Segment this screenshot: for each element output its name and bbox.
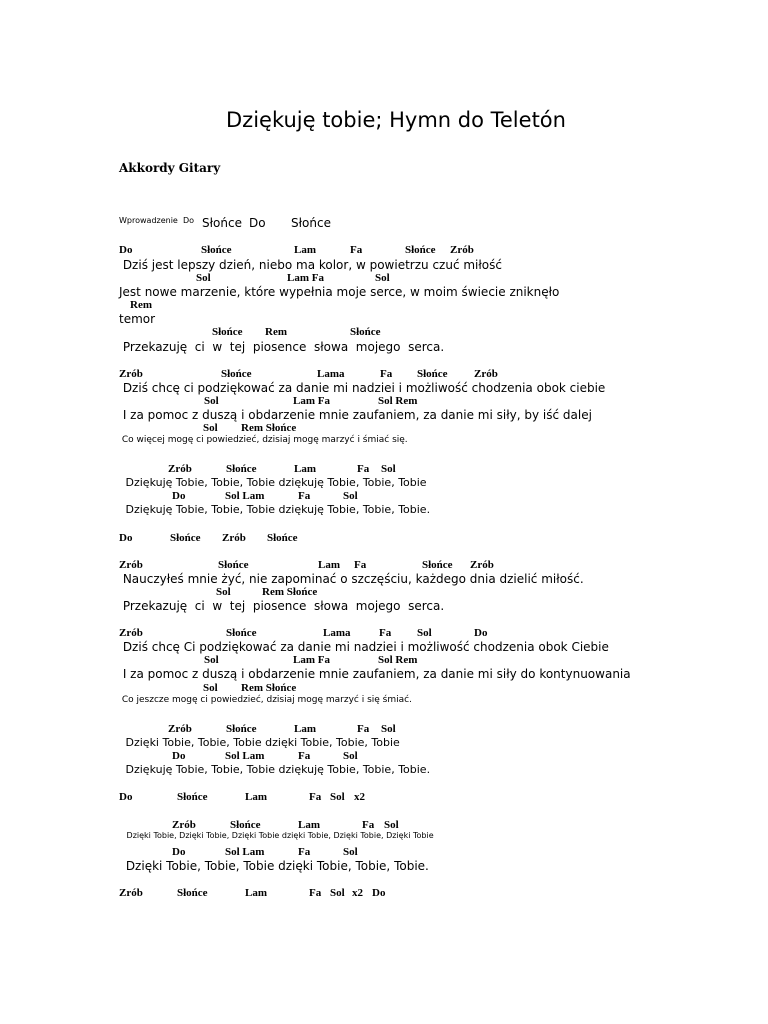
lyric-line: Przekazuję ci w tej piosence słowa mojego serca. xyxy=(119,599,445,613)
chord: Sol xyxy=(196,272,211,284)
lyric-line: I za pomoc z duszą i obdarzenie mnie zaufaniem, za danie mi siły do kontynuowania xyxy=(119,667,631,681)
chord: Do xyxy=(172,846,186,858)
chord: Słońce xyxy=(218,559,249,571)
lyric-line: Co jeszcze mogę ci powiedzieć, dzisiaj mogę marzyć i się śmiać. xyxy=(119,695,412,705)
chord: Zrób xyxy=(450,244,474,256)
intro-chord: Słońce xyxy=(291,216,331,230)
chord: Fa xyxy=(309,791,322,803)
chord: Sol xyxy=(381,463,396,475)
chord: Słońce xyxy=(422,559,453,571)
lyric-line: Przekazuję ci w tej piosence słowa mojego serca. xyxy=(119,340,445,354)
chord: Zrób xyxy=(168,463,192,475)
lyric-line: Dziś chcę Ci podziękować za danie mi nadziei i możliwość chodzenia obok Ciebie xyxy=(119,640,609,654)
lyric-line: Co więcej mogę ci powiedzieć, dzisiaj mogę marzyć i śmiać się. xyxy=(119,435,408,445)
chord: Fa xyxy=(380,368,393,380)
chord: Lam xyxy=(245,791,267,803)
lyric-line: Jest nowe marzenie, które wypełnia moje serce, w moim świecie zniknęło xyxy=(119,285,560,299)
chord: Słońce xyxy=(226,627,257,639)
lyric-line: Dziś jest lepszy dzień, niebo ma kolor, w powietrzu czuć miłość xyxy=(119,258,502,272)
chord: Sol xyxy=(343,750,358,762)
chord: Fa xyxy=(350,244,363,256)
subtitle: Akkordy Gitary xyxy=(119,161,221,175)
lyric-line: Dzięki Tobie, Tobie, Tobie dzięki Tobie, Tobie, Tobie xyxy=(122,736,400,749)
chord: Sol xyxy=(381,723,396,735)
chord: Słońce xyxy=(350,326,381,338)
chord: Sol Rem xyxy=(378,395,418,407)
chord: Słońce xyxy=(177,887,208,899)
chord: Fa xyxy=(298,846,311,858)
chord: Zrób xyxy=(119,627,143,639)
chord: Zrób xyxy=(119,559,143,571)
chord: Sol xyxy=(203,422,218,434)
chord: Sol xyxy=(375,272,390,284)
chord: Zrób xyxy=(119,887,143,899)
chord: Słońce xyxy=(226,463,257,475)
chord: Fa xyxy=(309,887,322,899)
chord: Sol xyxy=(216,586,231,598)
chord: Rem xyxy=(265,326,287,338)
chord: Sol xyxy=(204,395,219,407)
chord: x2 xyxy=(354,791,365,803)
lyric-line: Dzięki Tobie, Dzięki Tobie, Dzięki Tobie dzięki Tobie, Dzięki Tobie, Dzięki Tobie xyxy=(124,831,434,840)
lyric-line: Dziękuję Tobie, Tobie, Tobie dziękuję Tobie, Tobie, Tobie. xyxy=(122,763,431,776)
chord: Fa xyxy=(379,627,392,639)
chord: Słońce xyxy=(417,368,448,380)
chord: Zrób xyxy=(119,368,143,380)
chord: Do xyxy=(119,791,133,803)
chord: Sol Lam xyxy=(225,846,265,858)
chord: Fa xyxy=(354,559,367,571)
chord: Fa xyxy=(362,819,375,831)
chord: Słońce xyxy=(221,368,252,380)
chord: Sol xyxy=(343,490,358,502)
chord: Do xyxy=(172,490,186,502)
intro-label-chord: Do xyxy=(183,216,195,225)
chord: Lam xyxy=(294,244,316,256)
chord: Rem Słońce xyxy=(241,682,297,694)
chord: Fa xyxy=(298,490,311,502)
chord: Sol xyxy=(330,791,345,803)
chord: Lama xyxy=(323,627,351,639)
page-title: Dziękuję tobie; Hymn do Teletón xyxy=(226,108,566,132)
chord: Słońce xyxy=(212,326,243,338)
chord: Słońce xyxy=(201,244,232,256)
chord: Fa xyxy=(298,750,311,762)
chord: Lam Fa xyxy=(293,395,330,407)
chord: Sol Rem xyxy=(378,654,418,666)
lyric-line: Dziękuję Tobie, Tobie, Tobie dziękuję Tobie, Tobie, Tobie xyxy=(122,476,427,489)
chord: Słońce xyxy=(230,819,261,831)
chord: Słońce xyxy=(226,723,257,735)
lyric-line: Nauczyłeś mnie żyć, nie zapominać o szczęściu, każdego dnia dzielić miłość. xyxy=(119,572,584,586)
chord: Lama xyxy=(317,368,345,380)
chord: Lam xyxy=(245,887,267,899)
chord: Zrób xyxy=(168,723,192,735)
chord: Słońce xyxy=(177,791,208,803)
chord: Do xyxy=(172,750,186,762)
chord: Lam xyxy=(298,819,320,831)
chord: Zrób xyxy=(172,819,196,831)
chord: Do xyxy=(119,532,133,544)
chord: Sol Lam xyxy=(225,750,265,762)
chord: Lam Fa xyxy=(293,654,330,666)
chord: Do xyxy=(372,887,386,899)
intro-label: Wprowadzenie xyxy=(119,216,178,225)
chord: Rem xyxy=(130,299,152,311)
chord: x2 xyxy=(352,887,363,899)
chord: Słońce xyxy=(267,532,298,544)
chord: Słońce xyxy=(405,244,436,256)
lyric-line: Dziś chcę ci podziękować za danie mi nadziei i możliwość chodzenia obok ciebie xyxy=(119,381,606,395)
chord: Fa xyxy=(357,723,370,735)
chord: Lam xyxy=(294,463,316,475)
chord: Sol xyxy=(384,819,399,831)
chord: Zrób xyxy=(474,368,498,380)
chord: Sol xyxy=(417,627,432,639)
chord: Zrób xyxy=(222,532,246,544)
chord: Zrób xyxy=(470,559,494,571)
lyric-line: Dzięki Tobie, Tobie, Tobie dzięki Tobie, Tobie, Tobie. xyxy=(122,859,429,873)
chord: Do xyxy=(474,627,488,639)
chord: Sol Lam xyxy=(225,490,265,502)
chord: Rem Słońce xyxy=(241,422,297,434)
chord: Sol xyxy=(204,654,219,666)
chord: Sol xyxy=(343,846,358,858)
intro-chord: Do xyxy=(249,216,266,230)
lyric-line: I za pomoc z duszą i obdarzenie mnie zaufaniem, za danie mi siły, by iść dalej xyxy=(119,408,592,422)
chord: Słońce xyxy=(170,532,201,544)
chord: Lam xyxy=(294,723,316,735)
chord: Rem Słońce xyxy=(262,586,318,598)
chord: Fa xyxy=(357,463,370,475)
lyric-line: Dziękuję Tobie, Tobie, Tobie dziękuję Tobie, Tobie, Tobie. xyxy=(122,503,431,516)
chord: Lam xyxy=(318,559,340,571)
chord: Sol xyxy=(330,887,345,899)
chord: Sol xyxy=(203,682,218,694)
lyric-line: temor xyxy=(119,312,156,326)
chord: Lam Fa xyxy=(287,272,324,284)
intro-chord: Słońce xyxy=(202,216,242,230)
chord: Do xyxy=(119,244,133,256)
